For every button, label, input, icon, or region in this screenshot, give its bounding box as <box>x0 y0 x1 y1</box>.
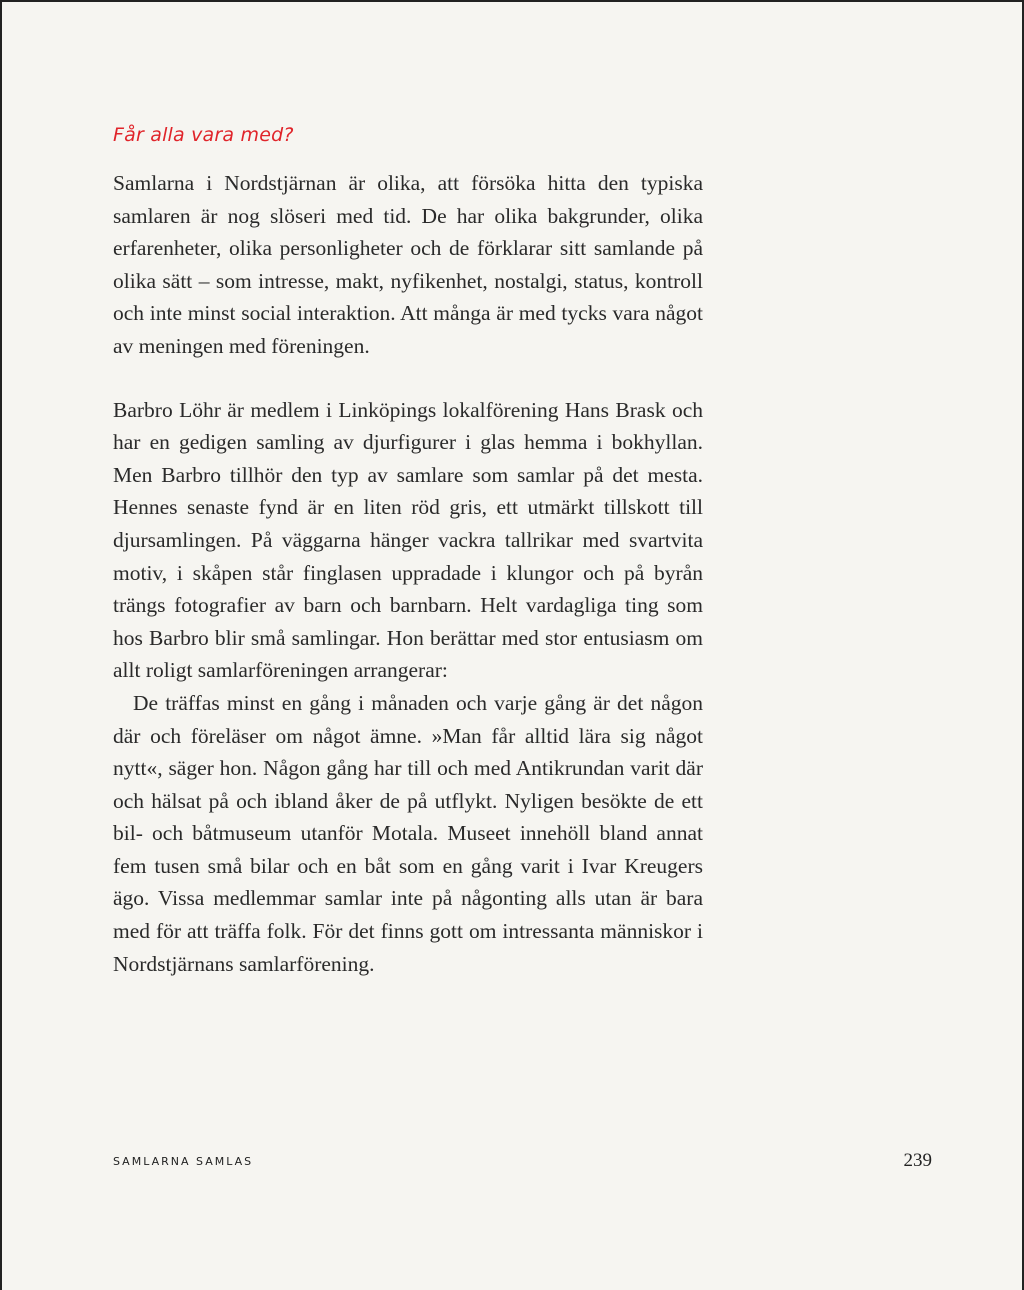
running-title: SAMLARNA SAMLAS <box>113 1155 254 1168</box>
section-heading: Får alla vara med? <box>113 124 294 146</box>
paragraph: De träffas minst en gång i månaden och varje gång är det någon där och föreläser om något ämne. »Man får alltid lära sig något nytt«, säger hon. Någon gång har till och med Antikrundan varit där och hälsat på och ibland åker de på utflykt. Nyligen besökte de ett bil- och båtmuseum utanför Motala. Museet innehöll bland annat fem tusen små bilar och en båt som en gång varit i Ivar Kreugers ägo. Vissa medlemmar samlar inte på någonting alls utan är bara med för att träffa folk. För det finns gott om intressanta människor i Nordstjärnans samlarförening. <box>113 690 703 976</box>
body-text <box>113 167 703 980</box>
paragraph: Samlarna i Nordstjärnan är olika, att försöka hitta den typiska samlaren är nog slöseri med tid. De har olika bakgrunder, olika erfarenheter, olika personligheter och de förklarar sitt samlande på olika sätt – som intresse, makt, nyfikenhet, nostalgi, status, kontroll och inte minst social interaktion. Att många är med tycks vara något av meningen med föreningen. <box>113 171 703 358</box>
page-number: 239 <box>903 1150 932 1171</box>
paragraph: Barbro Löhr är medlem i Linköpings lokalförening Hans Brask och har en gedigen samling av djurfigurer i glas hemma i bokhyllan. Men Barbro tillhör den typ av samlare som samlar på det mesta. Hennes senaste fynd är en liten röd gris, ett utmärkt tillskott till djursamlingen. På väggarna hänger vackra tallrikar med svartvita motiv, i skåpen står finglasen uppradade i klungor och på byrån trängs fotografier av barn och barnbarn. Helt vardagliga ting som hos Barbro blir små samlingar. Hon berättar med stor entusiasm om allt roligt samlarföreningen arrangerar: <box>113 397 703 683</box>
